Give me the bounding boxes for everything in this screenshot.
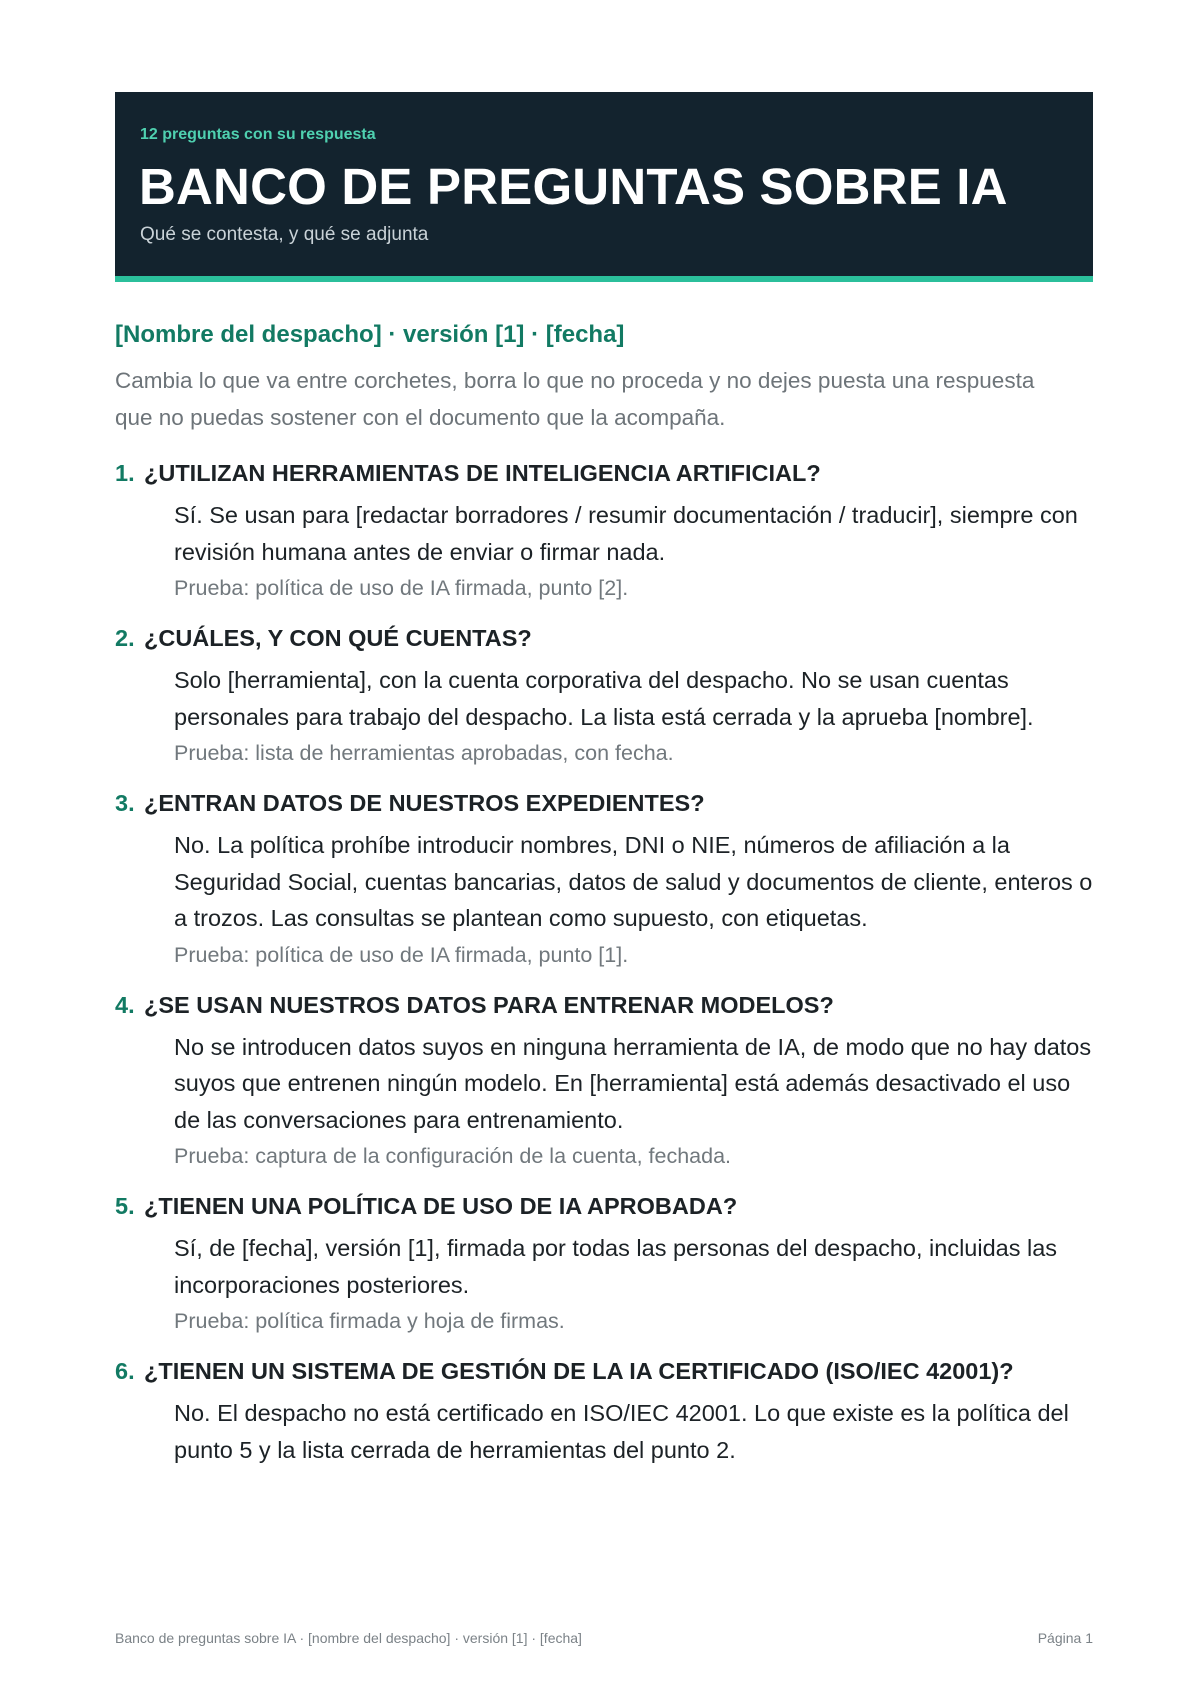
question-answer: No. La política prohíbe introducir nombres, DNI o NIE, números de afiliación a la Seguridad Social, cuentas bancarias, datos de salud y documentos de cliente, enteros o a trozos. Las consultas se plantean como supuesto, con etiquetas. (174, 832, 1093, 931)
question-list (115, 455, 1095, 1483)
question-title (115, 1188, 1095, 1224)
document-title: BANCO DE PREGUNTAS SOBRE IA (139, 158, 1008, 215)
header-banner (115, 92, 1093, 282)
question-number: 1. (115, 460, 135, 486)
question-item (115, 620, 1095, 770)
header-eyebrow: 12 preguntas con su respuesta (140, 126, 376, 143)
question-number: 2. (115, 625, 135, 651)
question-text: ¿ENTRAN DATOS DE NUESTROS EXPEDIENTES? (144, 790, 705, 816)
question-item (115, 785, 1095, 972)
question-proof: Prueba: política de uso de IA firmada, punto [2]. (174, 576, 629, 600)
question-proof: Prueba: política de uso de IA firmada, punto [1]. (174, 942, 629, 967)
question-text: ¿TIENEN UNA POLÍTICA DE USO DE IA APROBADA? (144, 1193, 738, 1219)
document-meta-line: [Nombre del despacho] · versión [1] · [fecha] (115, 321, 625, 348)
question-answer: Sí. Se usan para [redactar borradores / resumir documentación / traducir], siempre con revisión humana antes de enviar o firmar nada. (174, 502, 1078, 565)
document-subtitle: Qué se contesta, y qué se adjunta (140, 224, 429, 245)
footer-document-info: Banco de preguntas sobre IA · [nombre del despacho] · versión [1] · [fecha] (115, 1630, 582, 1646)
question-title (115, 620, 1095, 656)
question-title (115, 785, 1095, 821)
question-title (115, 1353, 1095, 1389)
question-answer: No. El despacho no está certificado en ISO/IEC 42001. Lo que existe es la política del punto 5 y la lista cerrada de herramientas del punto 2. (174, 1400, 1069, 1463)
question-text: ¿CUÁLES, Y CON QUÉ CUENTAS? (144, 625, 532, 651)
question-number: 6. (115, 1358, 135, 1384)
question-number: 4. (115, 991, 135, 1018)
question-text: ¿SE USAN NUESTROS DATOS PARA ENTRENAR MODELOS? (144, 991, 834, 1018)
footer-page-number: Página 1 (1037, 1630, 1093, 1646)
question-item (115, 1188, 1095, 1338)
question-item (115, 987, 1095, 1174)
question-item (115, 455, 1095, 605)
question-proof: Prueba: lista de herramientas aprobadas, con fecha. (174, 741, 674, 765)
question-answer: Solo [herramienta], con la cuenta corporativa del despacho. No se usan cuentas personales para trabajo del despacho. La lista está cerrada y la aprueba [nombre]. (174, 667, 1034, 730)
question-text: ¿UTILIZAN HERRAMIENTAS DE INTELIGENCIA ARTIFICIAL? (144, 460, 821, 486)
question-number: 5. (115, 1193, 135, 1219)
question-item (115, 1353, 1095, 1468)
question-text: ¿TIENEN UN SISTEMA DE GESTIÓN DE LA IA CERTIFICADO (ISO/IEC 42001)? (144, 1358, 1014, 1384)
question-answer: No se introducen datos suyos en ninguna herramienta de IA, de modo que no hay datos suyos que entrenen ningún modelo. En [herramienta] está además desactivado el uso de las conversaciones para entrenamiento. (174, 1033, 1092, 1133)
question-proof: Prueba: captura de la configuración de la cuenta, fechada. (174, 1144, 731, 1168)
intro-paragraph: Cambia lo que va entre corchetes, borra lo que no proceda y no dejes puesta una respuesta que no puedas sostener con el documento que la acompaña. (115, 368, 1035, 430)
question-answer: Sí, de [fecha], versión [1], firmada por todas las personas del despacho, incluidas las incorporaciones posteriores. (174, 1235, 1058, 1298)
question-title (115, 987, 1095, 1023)
question-number: 3. (115, 790, 135, 816)
question-proof: Prueba: política firmada y hoja de firmas. (174, 1309, 565, 1333)
question-title (115, 455, 1095, 491)
